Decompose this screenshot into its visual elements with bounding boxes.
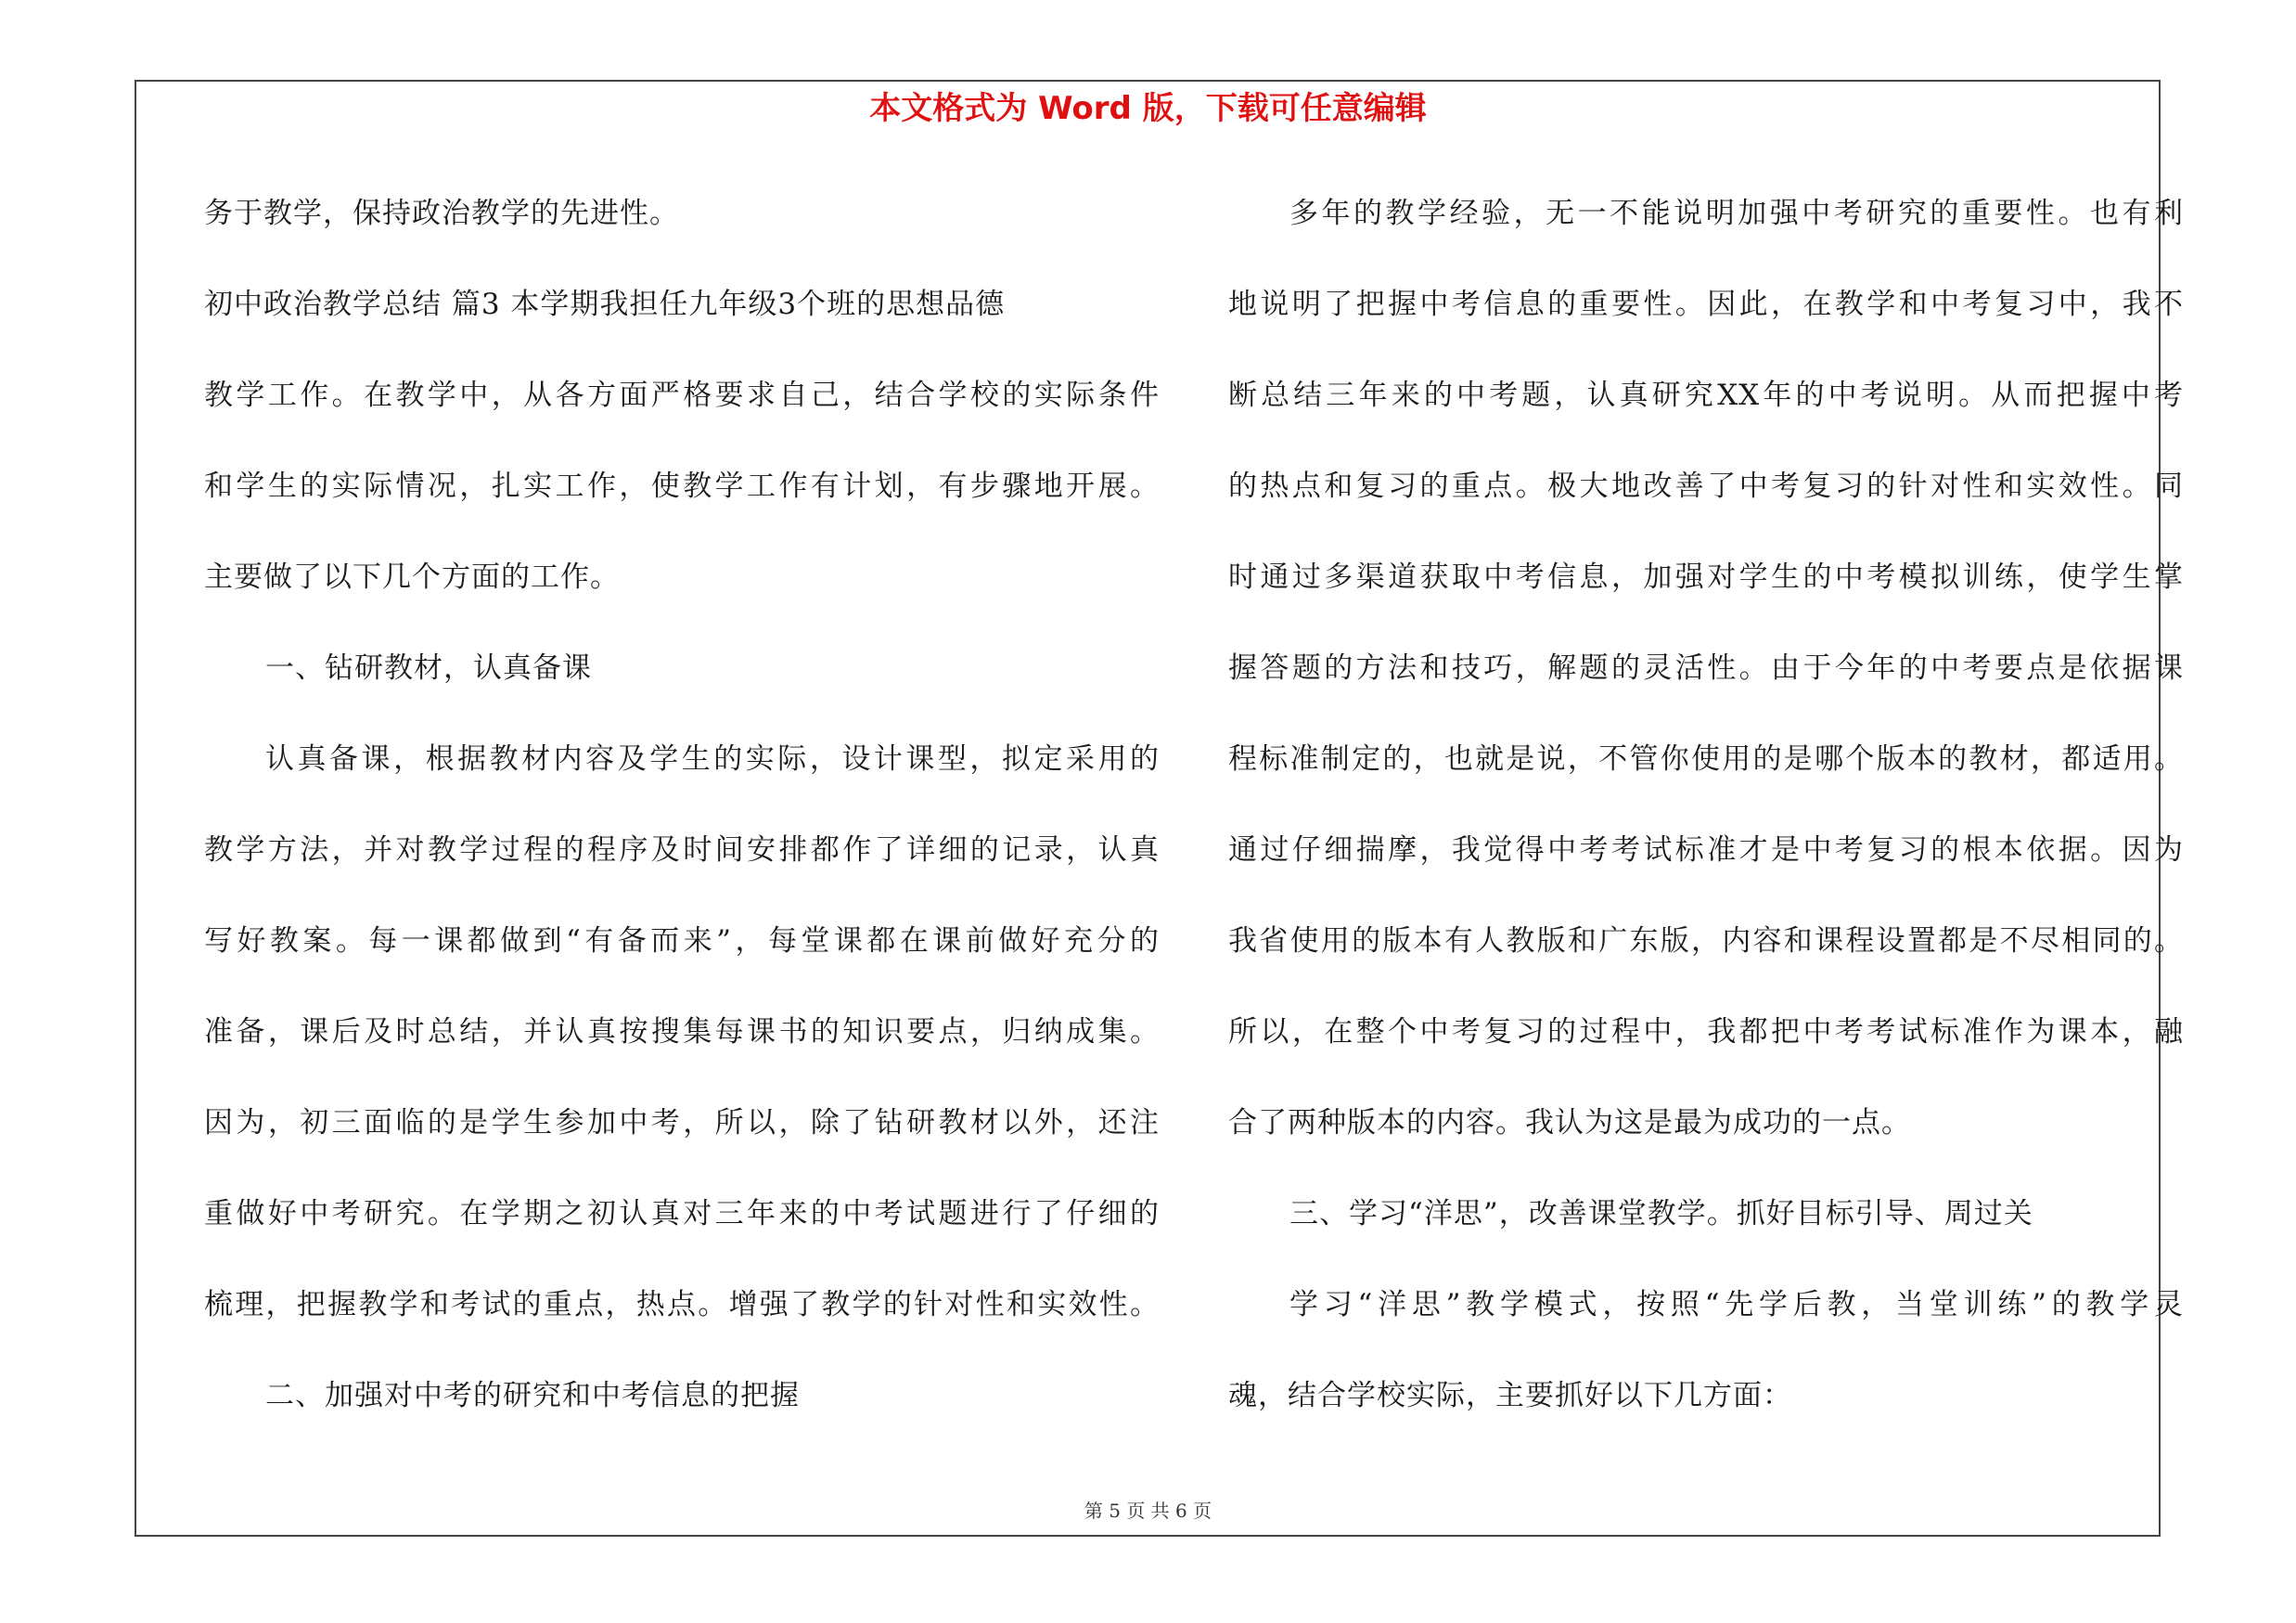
text-line: 我省使用的版本有人教版和广东版，内容和课程设置都是不尽相同的。 (1228, 924, 2184, 958)
text-line: 的热点和复习的重点。极大地改善了中考复习的针对性和实效性。同 (1228, 470, 2184, 503)
text-line: 握答题的方法和技巧，解题的灵活性。由于今年的中考要点是依据课 (1228, 651, 2184, 685)
text-line: 主要做了以下几个方面的工作。 (204, 560, 620, 594)
text-line: 梳理，把握教学和考试的重点，热点。增强了教学的针对性和实效性。 (204, 1288, 1160, 1321)
text-line: 魂，结合学校实际，主要抓好以下几方面： (1228, 1379, 1792, 1412)
text-line: 断总结三年来的中考题，认真研究XX年的中考说明。从而把握中考 (1228, 379, 2184, 412)
format-banner: 本文格式为 Word 版，下载可任意编辑 (869, 90, 1427, 127)
text-line: 因为，初三面临的是学生参加中考，所以，除了钻研教材以外，还注 (204, 1106, 1160, 1140)
text-line: 通过仔细揣摩，我觉得中考考试标准才是中考复习的根本依据。因为 (1228, 833, 2184, 867)
text-line: 初中政治教学总结 篇3 本学期我担任九年级3个班的思想品德 (204, 288, 1006, 321)
page-number: 第 5 页 共 6 页 (1084, 1500, 1212, 1522)
text-line: 二、加强对中考的研究和中考信息的把握 (265, 1379, 800, 1412)
text-line: 多年的教学经验，无一不能说明加强中考研究的重要性。也有利 (1289, 197, 2184, 230)
text-line: 合了两种版本的内容。我认为这是最为成功的一点。 (1228, 1106, 1911, 1140)
text-line: 写好教案。每一课都做到“有备而来”，每堂课都在课前做好充分的 (204, 924, 1160, 958)
text-line: 重做好中考研究。在学期之初认真对三年来的中考试题进行了仔细的 (204, 1197, 1160, 1230)
text-line: 和学生的实际情况，扎实工作，使教学工作有计划，有步骤地开展。 (204, 470, 1160, 503)
text-line: 一、钻研教材，认真备课 (265, 651, 592, 685)
text-line: 教学方法，并对教学过程的程序及时间安排都作了详细的记录，认真 (204, 833, 1160, 867)
text-line: 程标准制定的，也就是说，不管你使用的是哪个版本的教材，都适用。 (1228, 742, 2184, 776)
text-line: 地说明了把握中考信息的重要性。因此，在教学和中考复习中，我不 (1228, 288, 2184, 321)
text-line: 学习“洋思”教学模式，按照“先学后教，当堂训练”的教学灵 (1289, 1288, 2184, 1321)
text-line: 认真备课，根据教材内容及学生的实际，设计课型，拟定采用的 (265, 742, 1160, 776)
left-column (204, 186, 1160, 1459)
right-column (1228, 186, 2184, 1459)
text-line: 教学工作。在教学中，从各方面严格要求自己，结合学校的实际条件 (204, 379, 1160, 412)
text-line: 务于教学，保持政治教学的先进性。 (204, 197, 679, 230)
text-line: 三、学习“洋思”，改善课堂教学。抓好目标引导、周过关 (1289, 1197, 2033, 1230)
text-line: 所以，在整个中考复习的过程中，我都把中考考试标准作为课本，融 (1228, 1015, 2184, 1049)
text-line: 准备，课后及时总结，并认真按搜集每课书的知识要点，归纳成集。 (204, 1015, 1160, 1049)
text-line: 时通过多渠道获取中考信息，加强对学生的中考模拟训练，使学生掌 (1228, 560, 2184, 594)
